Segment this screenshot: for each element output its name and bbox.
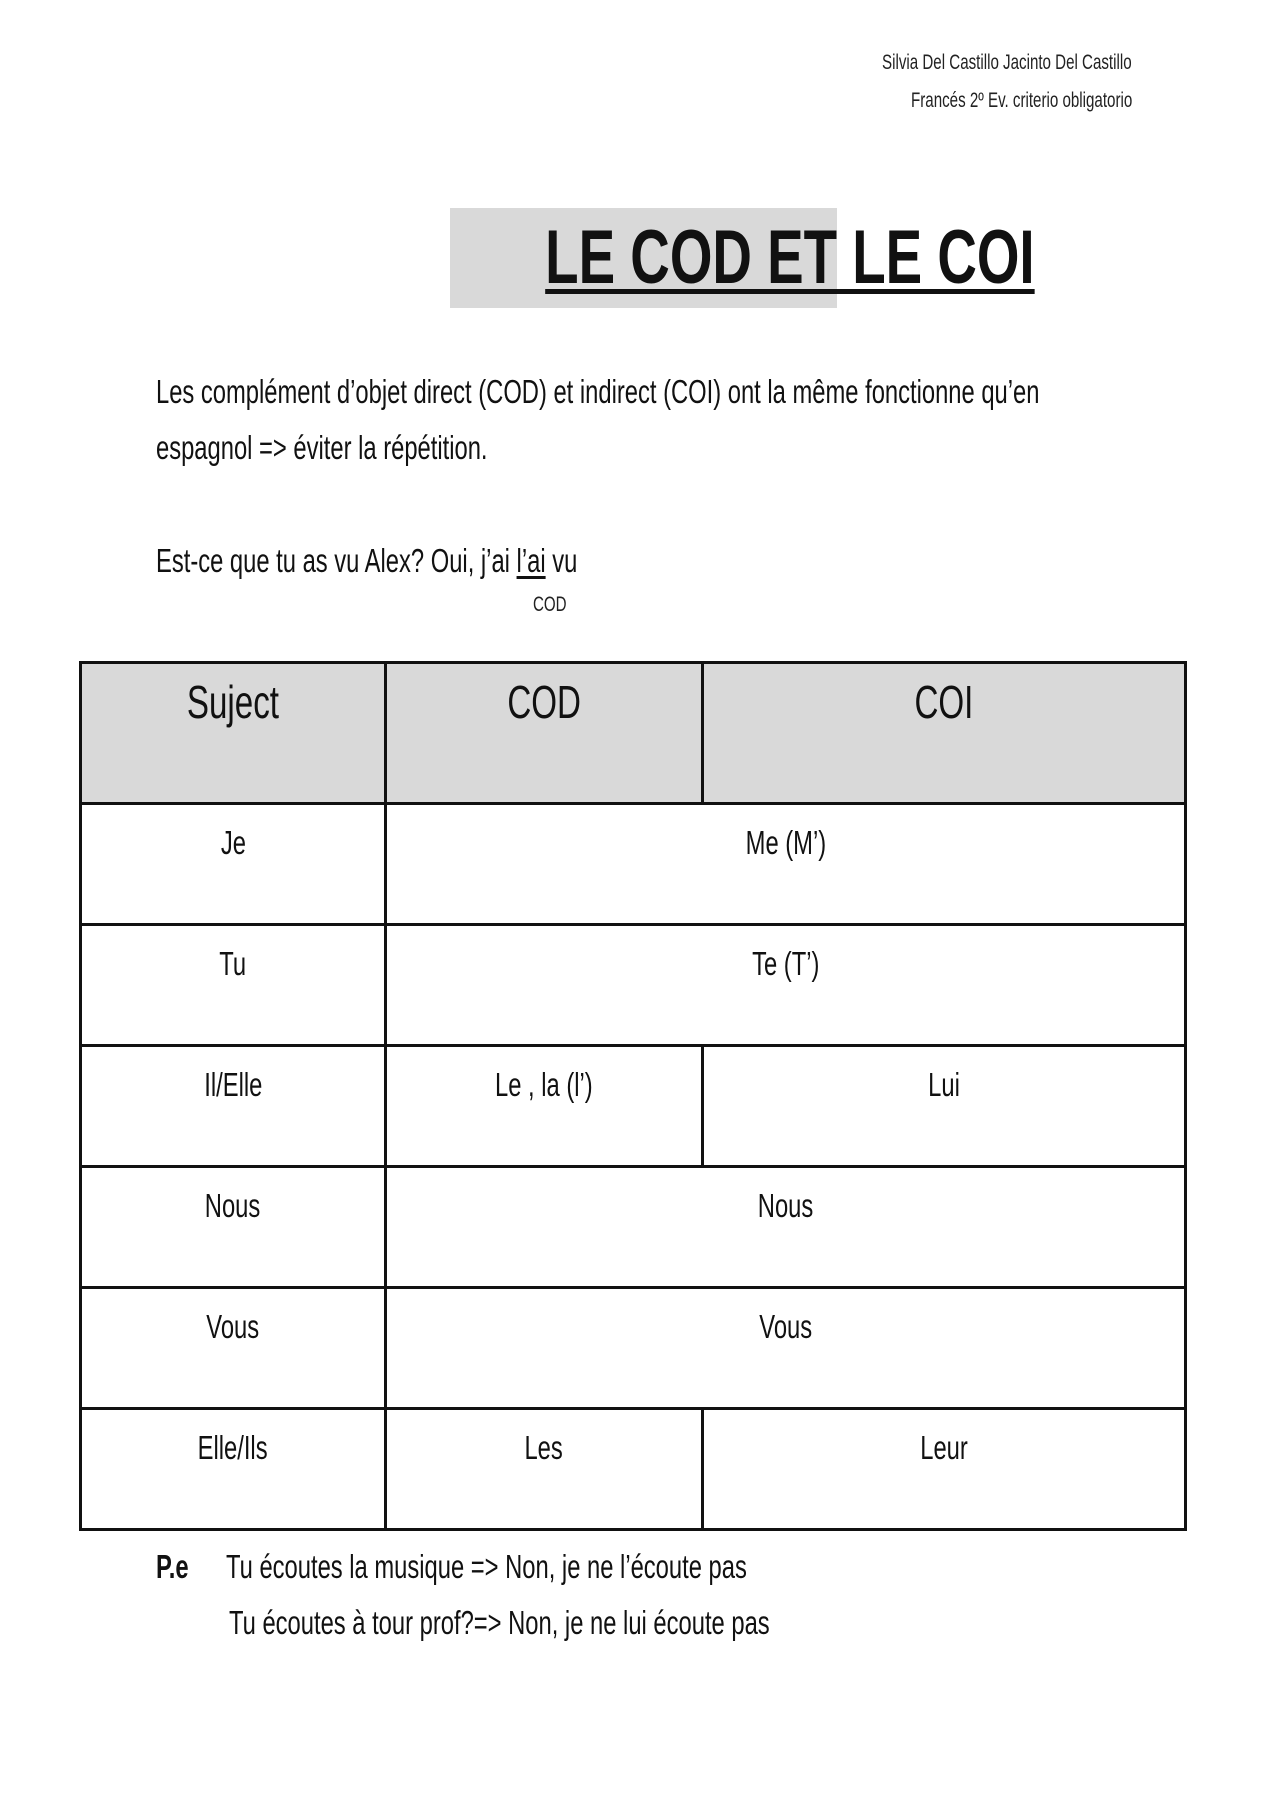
subject-cell: Tu [81,925,386,1046]
subject-cell: Vous [81,1288,386,1409]
table-row [81,804,1186,925]
example-line-2: Tu écoutes à tour prof?=> Non, je ne lui écoute pas [229,1604,770,1641]
header-cod: COD [386,663,703,804]
coi-cell: Lui [703,1046,1186,1167]
author-name: Silvia Del Castillo Jacinto Del Castillo [882,51,1132,74]
subject-cell: Il/Elle [81,1046,386,1167]
subject-cell: Nous [81,1167,386,1288]
table-row [81,1167,1186,1288]
pronoun-cell: Me (M’) [386,804,1186,925]
table-row [81,1409,1186,1530]
table-row [81,925,1186,1046]
example-label: P.e [156,1548,189,1585]
page-header [785,44,1132,120]
example-pronoun: l’ai [516,542,546,579]
table-row [81,1046,1186,1167]
coi-cell: Leur [703,1409,1186,1530]
course-name: Francés 2º Ev. criterio obligatorio [910,89,1132,112]
intro-line-1: Les complément d’objet direct (COD) et indirect (COI) ont la même fonctionne qu’en [156,373,1040,410]
cod-cell: Les [386,1409,703,1530]
pronoun-cell: Vous [386,1288,1186,1409]
intro-line-2: espagnol => éviter la répétition. [156,429,488,466]
page-title: LE COD ET LE COI [545,215,1035,300]
header-coi: COI [703,663,1186,804]
subject-cell: Elle/Ils [81,1409,386,1530]
cod-cell: Le , la (l’) [386,1046,703,1167]
example-sentence-start: Est-ce que tu as vu Alex? Oui, j’ai [156,542,517,579]
cod-annotation: COD [533,593,567,616]
pronoun-cell: Nous [386,1167,1186,1288]
example-line-1: Tu écoutes la musique => Non, je ne l’écoute pas [226,1548,747,1585]
pronoun-table [79,661,1187,1531]
title-highlight [450,208,1035,308]
pronoun-cell: Te (T’) [386,925,1186,1046]
example-sentence [156,533,741,589]
example-sentence-end: vu [545,542,578,579]
table-header-row [81,663,1186,804]
subject-cell: Je [81,804,386,925]
header-subject: Suject [81,663,386,804]
table-row [81,1288,1186,1409]
